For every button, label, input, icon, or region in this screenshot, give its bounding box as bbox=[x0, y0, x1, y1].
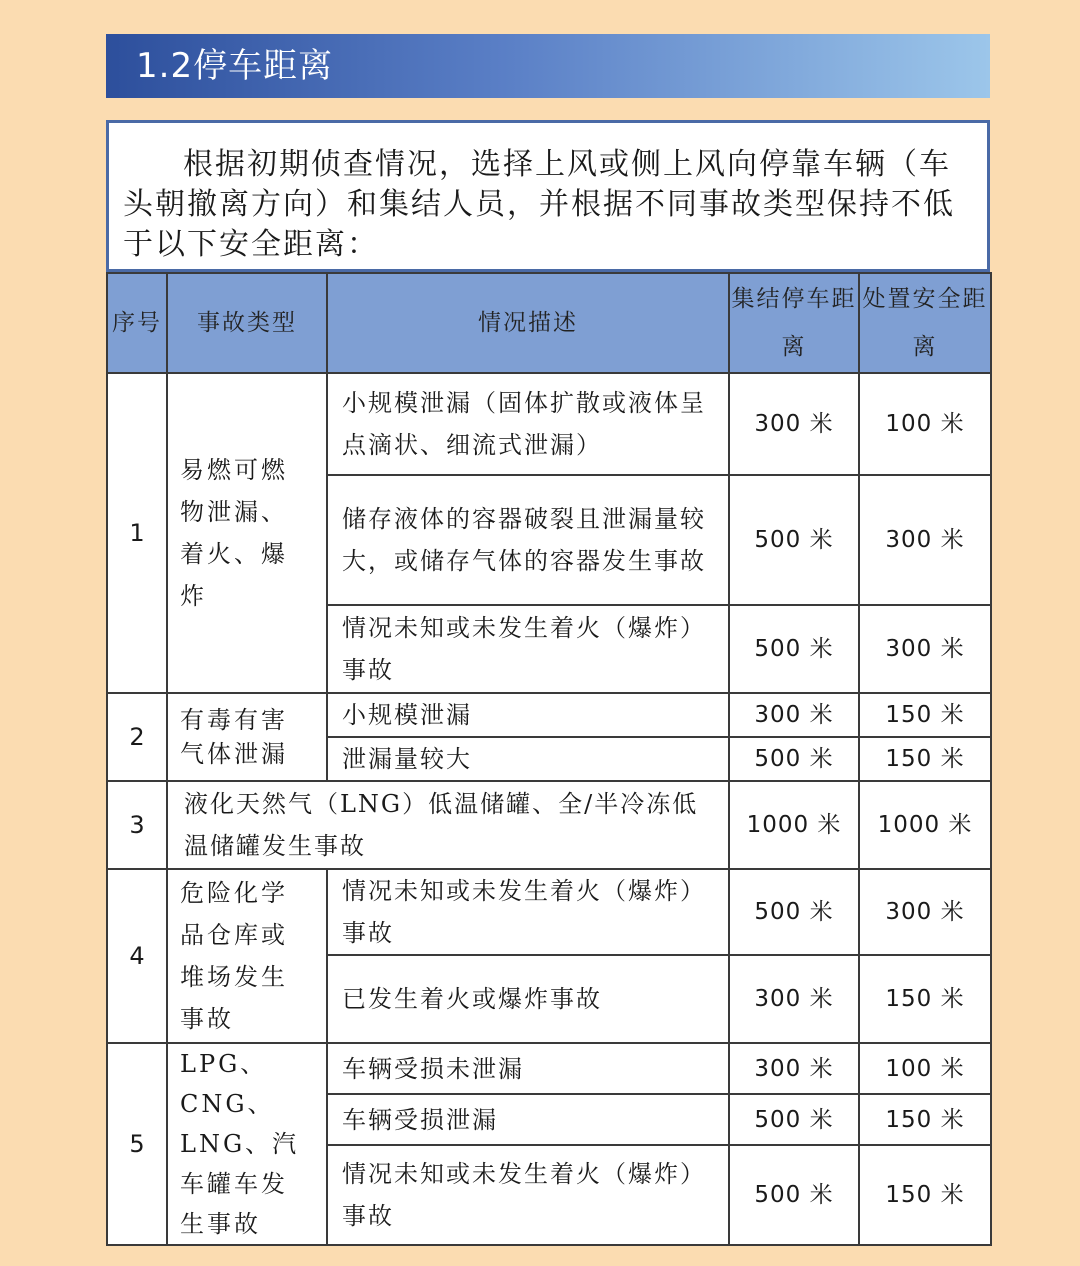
safety-distance: 150 米 bbox=[859, 693, 991, 737]
row-index: 3 bbox=[107, 781, 167, 869]
situation-description: 已发生着火或爆炸事故 bbox=[327, 955, 729, 1043]
header-assembly-distance: 集结停车距离 bbox=[729, 273, 859, 373]
situation-description: 情况未知或未发生着火（爆炸）事故 bbox=[327, 869, 729, 955]
safety-distance: 150 米 bbox=[859, 955, 991, 1043]
header-index: 序号 bbox=[107, 273, 167, 373]
table-row bbox=[107, 373, 991, 475]
accident-type: LPG、CNG、LNG、汽车罐车发生事故 bbox=[167, 1043, 327, 1245]
row-index: 4 bbox=[107, 869, 167, 1043]
situation-description: 小规模泄漏（固体扩散或液体呈点滴状、细流式泄漏） bbox=[327, 373, 729, 475]
situation-description: 情况未知或未发生着火（爆炸）事故 bbox=[327, 1145, 729, 1245]
header-safety-distance: 处置安全距离 bbox=[859, 273, 991, 373]
accident-type: 易燃可燃物泄漏、着火、爆炸 bbox=[167, 373, 327, 693]
assembly-distance: 500 米 bbox=[729, 1094, 859, 1145]
situation-description: 泄漏量较大 bbox=[327, 737, 729, 781]
safety-distance: 150 米 bbox=[859, 1094, 991, 1145]
situation-description: 车辆受损未泄漏 bbox=[327, 1043, 729, 1094]
row-index: 5 bbox=[107, 1043, 167, 1245]
safety-distance: 100 米 bbox=[859, 373, 991, 475]
situation-description: 车辆受损泄漏 bbox=[327, 1094, 729, 1145]
situation-description: 小规模泄漏 bbox=[327, 693, 729, 737]
safety-distance: 300 米 bbox=[859, 475, 991, 605]
distance-table bbox=[106, 272, 992, 1246]
assembly-distance: 300 米 bbox=[729, 373, 859, 475]
safety-distance: 150 米 bbox=[859, 1145, 991, 1245]
row-index: 1 bbox=[107, 373, 167, 693]
header-type: 事故类型 bbox=[167, 273, 327, 373]
accident-type: 有毒有害气体泄漏 bbox=[167, 693, 327, 781]
row-index: 2 bbox=[107, 693, 167, 781]
intro-box bbox=[106, 120, 990, 272]
assembly-distance: 500 米 bbox=[729, 869, 859, 955]
situation-description: 情况未知或未发生着火（爆炸）事故 bbox=[327, 605, 729, 693]
header-description: 情况描述 bbox=[327, 273, 729, 373]
section-title: 1.2停车距离 bbox=[136, 46, 334, 86]
safety-distance: 1000 米 bbox=[859, 781, 991, 869]
assembly-distance: 1000 米 bbox=[729, 781, 859, 869]
accident-type: 危险化学品仓库或堆场发生事故 bbox=[167, 869, 327, 1043]
assembly-distance: 500 米 bbox=[729, 737, 859, 781]
table-row bbox=[107, 693, 991, 737]
assembly-distance: 500 米 bbox=[729, 475, 859, 605]
accident-type-description: 液化天然气（LNG）低温储罐、全/半冷冻低温储罐发生事故 bbox=[167, 781, 729, 869]
assembly-distance: 300 米 bbox=[729, 1043, 859, 1094]
safety-distance: 100 米 bbox=[859, 1043, 991, 1094]
intro-text: 根据初期侦查情况，选择上风或侧上风向停靠车辆（车头朝撤离方向）和集结人员，并根据不同事故类型保持不低于以下安全距离： bbox=[123, 147, 955, 262]
assembly-distance: 300 米 bbox=[729, 955, 859, 1043]
table-header-row bbox=[107, 273, 991, 373]
table-row bbox=[107, 781, 991, 869]
situation-description: 储存液体的容器破裂且泄漏量较大，或储存气体的容器发生事故 bbox=[327, 475, 729, 605]
table-row bbox=[107, 869, 991, 955]
safety-distance: 300 米 bbox=[859, 869, 991, 955]
assembly-distance: 300 米 bbox=[729, 693, 859, 737]
section-title-bar bbox=[106, 34, 990, 98]
table-row bbox=[107, 1043, 991, 1094]
safety-distance: 300 米 bbox=[859, 605, 991, 693]
assembly-distance: 500 米 bbox=[729, 1145, 859, 1245]
safety-distance: 150 米 bbox=[859, 737, 991, 781]
assembly-distance: 500 米 bbox=[729, 605, 859, 693]
